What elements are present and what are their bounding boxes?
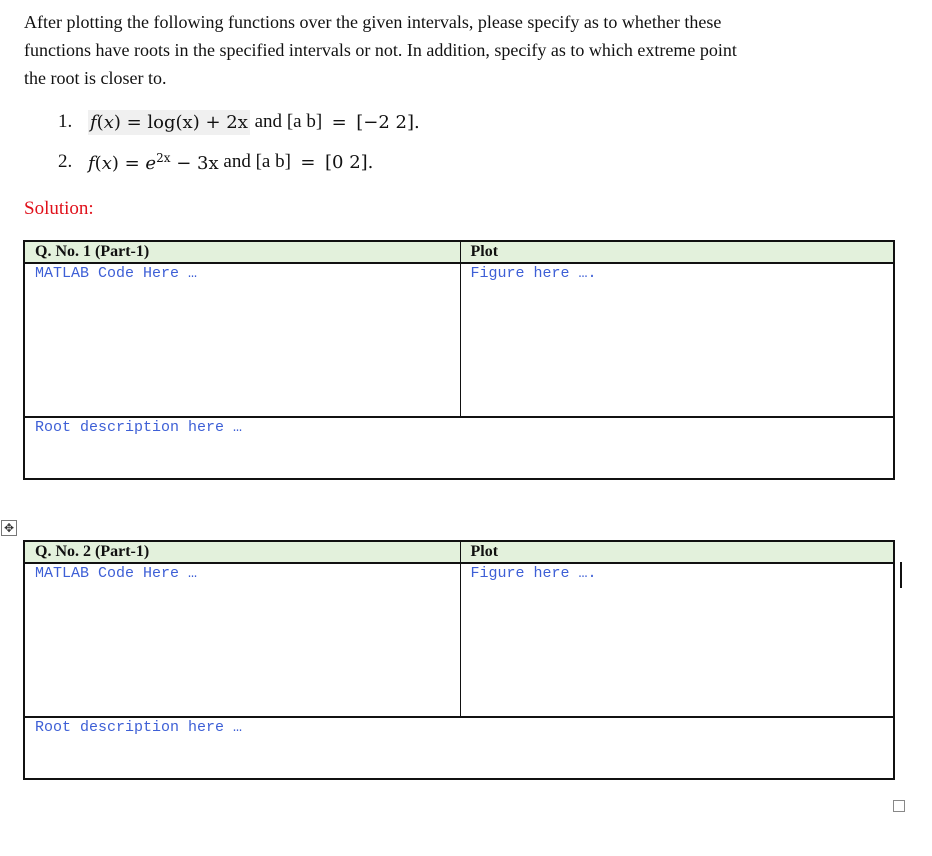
question-item-2 [58, 142, 420, 182]
table-header-plot: Plot [460, 541, 894, 563]
interval-label: [a b] [286, 111, 323, 132]
equals-sign: = [331, 111, 347, 133]
table-header-plot: Plot [460, 241, 894, 263]
function-var: x [103, 111, 114, 133]
function-exponent: 2x [156, 150, 171, 165]
code-placeholder: MATLAB Code Here … [35, 265, 198, 282]
move-icon[interactable]: ✥ [1, 520, 17, 536]
question-number: 1. [58, 111, 73, 132]
resize-icon[interactable] [893, 800, 905, 812]
interval-value: [−2 2]. [356, 111, 420, 133]
question-number: 2. [58, 151, 73, 172]
function-body: log(x) + 2x [147, 111, 248, 133]
text-cursor [900, 562, 902, 588]
instructions-line: functions have roots in the specified intervals or not. In addition, specify as to which extreme point [24, 40, 737, 60]
answer-table-2 [23, 540, 895, 780]
table-header-question: Q. No. 2 (Part-1) [24, 541, 460, 563]
code-cell[interactable] [24, 263, 460, 417]
question-item-1 [58, 102, 420, 142]
interval-label: [a b] [255, 151, 291, 172]
instructions-paragraph [24, 8, 904, 92]
function-var: x [101, 152, 112, 174]
figure-placeholder: Figure here …. [470, 565, 597, 582]
function-name: f [88, 152, 95, 174]
function-base: e [145, 152, 157, 174]
code-cell[interactable] [24, 563, 460, 717]
figure-placeholder: Figure here …. [470, 265, 597, 282]
and-text: and [223, 151, 251, 172]
solution-heading: Solution: [24, 198, 94, 219]
interval-value: [0 2]. [325, 151, 374, 173]
figure-cell[interactable] [460, 563, 894, 717]
instructions-line: the root is closer to. [24, 68, 167, 88]
root-placeholder: Root description here … [35, 719, 243, 736]
answer-table-1 [23, 240, 895, 480]
equals-sign: = [300, 151, 316, 173]
function-expression[interactable]: $f(x) = e^{2x} - 3x$ [88, 150, 219, 174]
and-text: and [254, 111, 283, 132]
table-header-question: Q. No. 1 (Part-1) [24, 241, 460, 263]
function-expression[interactable]: f(x) = log(x) + 2x [90, 111, 248, 133]
root-description-cell[interactable] [24, 417, 894, 479]
code-placeholder: MATLAB Code Here … [35, 565, 198, 582]
function-rest: − 3x [176, 152, 219, 174]
question-list [58, 102, 420, 182]
figure-cell[interactable] [460, 263, 894, 417]
function-name: f [90, 111, 97, 133]
root-description-cell[interactable] [24, 717, 894, 779]
root-placeholder: Root description here … [35, 419, 243, 436]
instructions-line: After plotting the following functions over the given intervals, please specify as to whether these [24, 12, 722, 32]
